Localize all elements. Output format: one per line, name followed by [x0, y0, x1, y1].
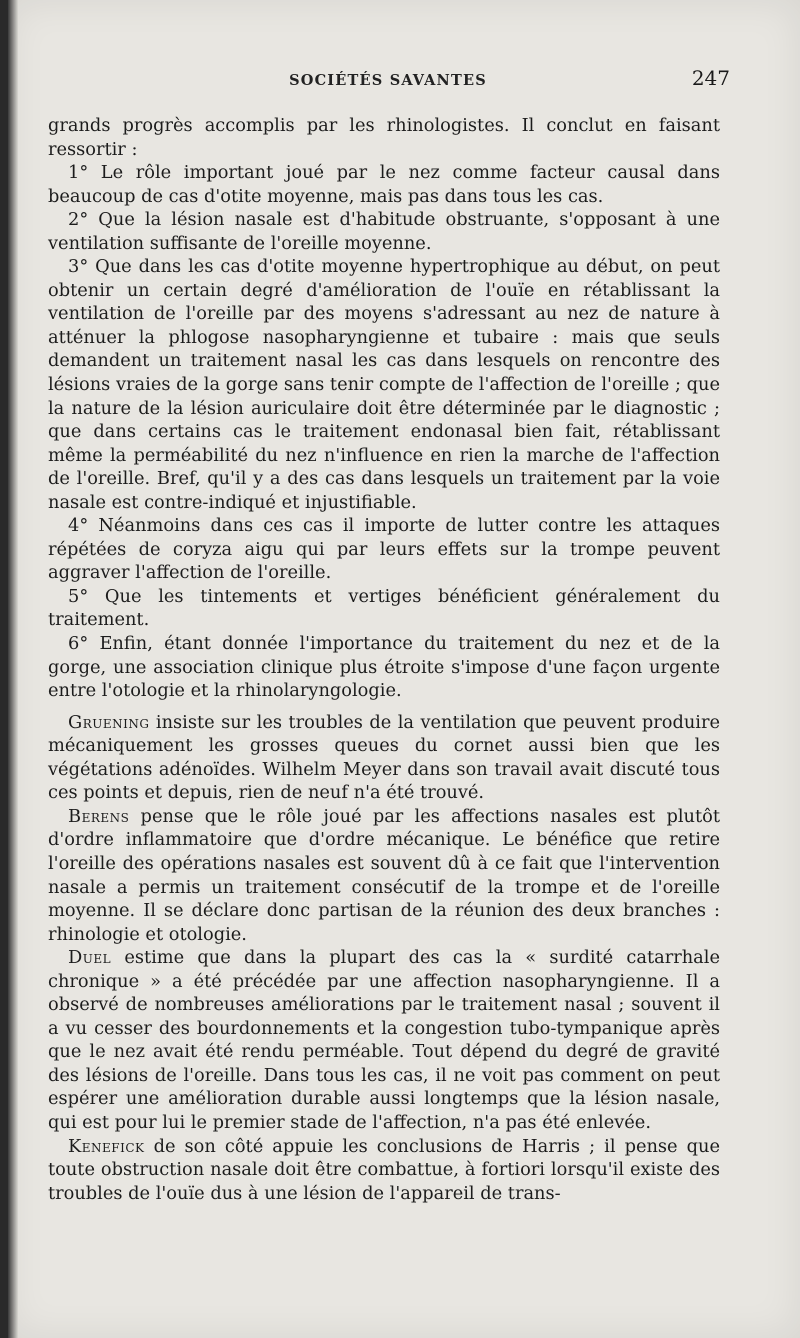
- running-title: SOCIÉTÉS SAVANTES: [289, 72, 487, 89]
- paragraph-point-3: 3° Que dans les cas d'otite moyenne hypertrophique au début, on peut obtenir un certain degré d'amélioration de l'ouïe en rétablissant la ventilation de l'oreille par des moyens s'adressant au nez de nature à atténuer la phlogose nasopharyngienne et tubaire : mais que seuls demandent un traitement nasal les cas dans lesquels on rencontre des lésions vraies de la gorge sans tenir compte de l'affection de l'oreille ; que la nature de la lésion auriculaire doit être déterminée par le diagnostic ; que dans certains cas le traitement endonasal bien fait, rétablissant même la perméabilité du nez n'influence en rien la marche de l'affection de l'oreille. Bref, qu'il y a des cas dans lesquels un traitement par la voie nasale est contre-indiqué et injustifiable.: [48, 256, 720, 513]
- paragraph-continuation: grands progrès accomplis par les rhinologistes. Il conclut en faisant ressortir :: [48, 115, 720, 160]
- paragraph-duel: Duel estime que dans la plupart des cas la « surdité catarrhale chronique » a été précédée par une affection nasopharyngienne. Il a observé de nombreuses améliorations par le traitement nasal ; souvent il a vu cesser des bourdonnements et la congestion tubo-tympanique après que le nez avait été rendu perméable. Tout dépend du degré de gravité des lésions de l'oreille. Dans tous les cas, il ne voit pas comment on peut espérer une amélioration durable aussi longtemps que la lésion nasale, qui est pour lui le premier stade de l'affection, n'a pas été enlevée.: [48, 947, 720, 1133]
- speaker-name: Gruening: [68, 711, 150, 733]
- paragraph-berens: Berens pense que le rôle joué par les affections nasales est plutôt d'ordre inflammatoire que d'ordre mécanique. Le bénéfice que retire l'oreille des opérations nasales est souvent dû à ce fait que l'intervention nasale a permis un traitement consécutif de la trompe et de l'oreille moyenne. Il se déclare donc partisan de la réunion des deux branches : rhinologie et otologie.: [48, 805, 720, 945]
- page-number: 247: [691, 66, 730, 90]
- paragraph-point-2: 2° Que la lésion nasale est d'habitude obstruante, s'opposant à une ventilation suffisante de l'oreille moyenne.: [48, 209, 720, 254]
- speaker-name: Berens: [68, 805, 130, 827]
- paragraph-gruening: Gruening insiste sur les troubles de la ventilation que peuvent produire mécaniquement les grosses queues du cornet aussi bien que les végétations adénoïdes. Wilhelm Meyer dans son travail avait discuté tous ces points et depuis, rien de neuf n'a été trouvé.: [48, 711, 720, 804]
- book-page: [8, 0, 800, 1338]
- paragraph-kenefick: Kenefick de son côté appuie les conclusions de Harris ; il pense que toute obstruction nasale doit être combattue, à fortiori lorsqu'il existe des troubles de l'ouïe dus à une lésion de l'appareil de trans-: [48, 1135, 720, 1204]
- paragraph-point-4: 4° Néanmoins dans ces cas il importe de lutter contre les attaques répétées de coryza aigu qui par leurs effets sur la trompe peuvent aggraver l'affection de l'oreille.: [48, 515, 720, 584]
- running-head: [48, 66, 730, 102]
- paragraph-point-6: 6° Enfin, étant donnée l'importance du traitement du nez et de la gorge, une association clinique plus étroite s'impose d'une façon urgente entre l'otologie et la rhinolaryngologie.: [48, 633, 720, 702]
- speaker-name: Kenefick: [68, 1135, 145, 1157]
- body-text: [48, 114, 720, 1205]
- speaker-name: Duel: [68, 947, 112, 969]
- paragraph-point-5: 5° Que les tintements et vertiges bénéficient généralement du traitement.: [48, 585, 720, 631]
- paragraph-point-1: 1° Le rôle important joué par le nez comme facteur causal dans beaucoup de cas d'otite moyenne, mais pas dans tous les cas.: [48, 162, 720, 207]
- page-edge-shadow: [8, 0, 18, 1338]
